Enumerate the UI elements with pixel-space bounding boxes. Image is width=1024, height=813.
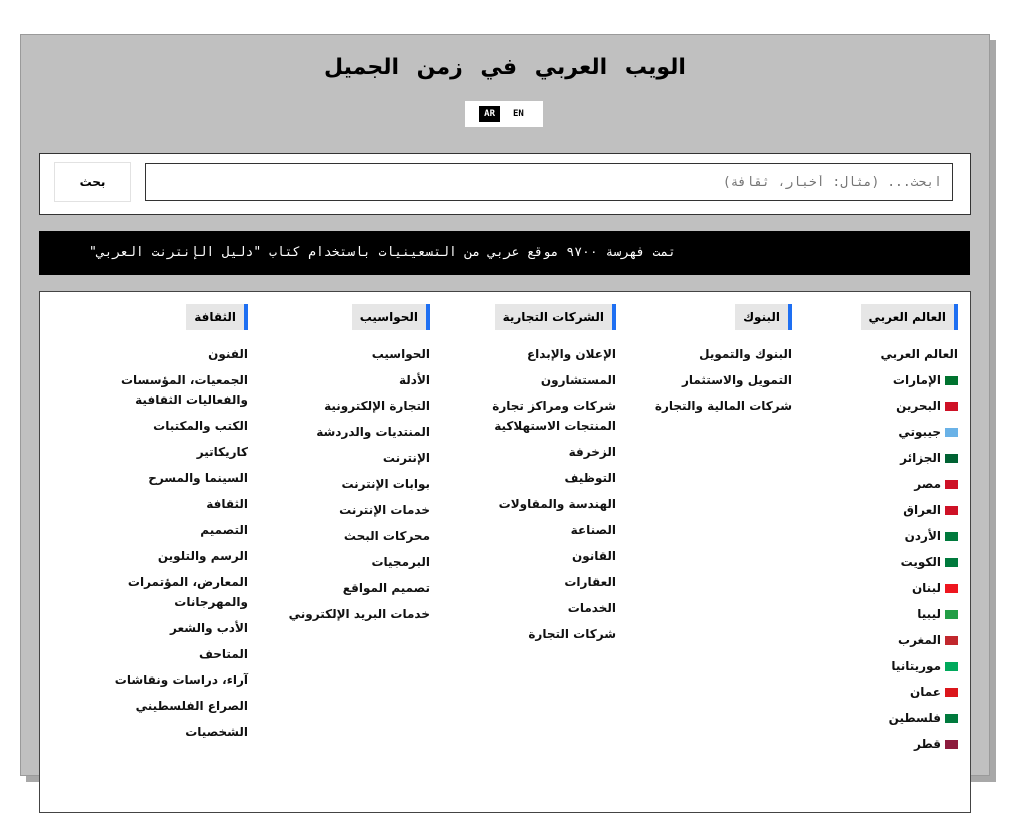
category-link[interactable]: خدمات البريد الإلكتروني [288, 607, 430, 621]
category-link[interactable]: شركات التجارة [528, 627, 616, 641]
category-link-label: جيبوتي [898, 425, 941, 439]
flag-icon [945, 428, 958, 437]
category-link[interactable] [861, 448, 959, 468]
category-link[interactable]: شركات المالية والتجارة [654, 399, 792, 413]
category-link[interactable]: شركات ومراكز تجارة المنتجات الاستهلاكية [492, 399, 616, 433]
category-link-label: ليبيا [917, 607, 941, 621]
category-link[interactable]: الفنون [208, 347, 248, 361]
category-link[interactable] [861, 526, 959, 546]
category-column-computers [289, 304, 430, 630]
category-link[interactable]: الأدلة [399, 373, 430, 387]
category-link[interactable]: التمويل والاستثمار [681, 373, 792, 387]
category-link[interactable]: المعارض، المؤتمرات والمهرجانات [127, 575, 248, 609]
search-button[interactable]: بحث [54, 162, 131, 202]
category-link-label: الإمارات [892, 373, 941, 387]
category-link[interactable]: التجارة الإلكترونية [324, 399, 430, 413]
category-directory [39, 291, 971, 813]
category-column-banks [655, 304, 792, 422]
category-link[interactable]: الإعلان والإبداع [526, 347, 616, 361]
category-link-label: الأردن [904, 529, 941, 543]
category-heading-arab-world[interactable]: العالم العربي [861, 304, 959, 330]
category-link[interactable] [861, 630, 959, 650]
category-link[interactable] [861, 604, 959, 624]
category-link[interactable] [861, 578, 959, 598]
category-link[interactable]: العقارات [564, 575, 616, 589]
main-frame [20, 34, 990, 776]
flag-icon [945, 662, 958, 671]
banner-text: تمت فهرسة ٩٧٠٠ موقع عربي من التسعينيات باستخدام كتاب "دليل الإنترنت العربي" [88, 245, 676, 260]
flag-icon [945, 688, 958, 697]
category-link-label: المغرب [898, 633, 941, 647]
category-list-computers [289, 344, 430, 624]
category-link-label: مصر [914, 477, 941, 491]
category-link[interactable]: الحواسيب [371, 347, 430, 361]
category-link[interactable]: الصناعة [570, 523, 616, 537]
flag-icon [945, 402, 958, 411]
page-title: الويب العربي في زمن الجميل [324, 55, 686, 80]
category-link-label: العراق [903, 503, 941, 517]
flag-icon [945, 454, 958, 463]
category-link[interactable] [861, 474, 959, 494]
flag-icon [945, 636, 958, 645]
category-link[interactable]: خدمات الإنترنت [339, 503, 430, 517]
category-link[interactable]: الكتب والمكتبات [153, 419, 248, 433]
category-link-label: فلسطين [888, 711, 941, 725]
category-list-business [446, 344, 616, 644]
category-link[interactable]: التوظيف [564, 471, 616, 485]
category-link-label: البحرين [896, 399, 941, 413]
category-link[interactable]: تصميم المواقع [342, 581, 430, 595]
category-link[interactable]: الجمعيات، المؤسسات والفعاليات الثقافية [120, 373, 248, 407]
category-link[interactable]: كاريكاتير [196, 445, 248, 459]
category-heading-computers[interactable]: الحواسيب [352, 304, 430, 330]
category-list-culture [88, 344, 248, 742]
lang-ar-button[interactable]: AR [479, 106, 500, 122]
search-box [39, 153, 971, 215]
category-link[interactable] [861, 734, 959, 754]
category-link[interactable] [861, 682, 959, 702]
category-link[interactable]: الهندسة والمقاولات [498, 497, 616, 511]
flag-icon [945, 376, 958, 385]
category-link-label: موريتانيا [891, 659, 941, 673]
category-heading-culture[interactable]: الثقافة [186, 304, 248, 330]
category-link[interactable]: البرمجيات [371, 555, 430, 569]
flag-icon [945, 714, 958, 723]
category-link[interactable]: الثقافة [206, 497, 248, 511]
category-list-arab-world [861, 344, 959, 754]
category-link-label: العالم العربي [880, 347, 958, 361]
language-switcher [465, 101, 543, 127]
category-link[interactable]: المستشارون [540, 373, 616, 387]
flag-icon [945, 558, 958, 567]
category-link[interactable] [861, 344, 959, 364]
category-link[interactable] [861, 708, 959, 728]
category-link[interactable] [861, 396, 959, 416]
category-column-culture [88, 304, 248, 748]
category-link[interactable]: الإنترنت [382, 451, 430, 465]
category-list-banks [655, 344, 792, 416]
category-link[interactable]: السينما والمسرح [148, 471, 248, 485]
category-link[interactable]: آراء، دراسات ونقاشات [114, 673, 248, 687]
category-column-business [446, 304, 616, 650]
category-link[interactable]: الصراع الفلسطيني [135, 699, 248, 713]
category-link[interactable]: الأدب والشعر [170, 621, 248, 635]
category-link[interactable]: البنوك والتمويل [699, 347, 792, 361]
category-column-arab-world [861, 304, 959, 760]
category-link[interactable] [861, 370, 959, 390]
flag-icon [945, 532, 958, 541]
category-link[interactable]: الخدمات [567, 601, 616, 615]
lang-en-button[interactable]: EN [508, 106, 529, 122]
category-link-label: الجزائر [900, 451, 941, 465]
category-link[interactable] [861, 552, 959, 572]
category-link[interactable]: القانون [571, 549, 616, 563]
flag-icon [945, 480, 958, 489]
category-link-label: لبنان [911, 581, 941, 595]
flag-icon [945, 740, 958, 749]
category-link[interactable]: الشخصيات [185, 725, 248, 739]
category-link[interactable]: المنتديات والدردشة [316, 425, 430, 439]
category-link-label: عمان [910, 685, 941, 699]
category-link[interactable]: الزخرفة [568, 445, 616, 459]
info-banner [39, 231, 970, 275]
search-input[interactable] [145, 163, 953, 201]
category-link[interactable] [861, 656, 959, 676]
category-heading-business[interactable]: الشركات التجارية [495, 304, 616, 330]
category-link-label: الكويت [900, 555, 941, 569]
category-link[interactable]: التصميم [200, 523, 248, 537]
category-link[interactable]: المتاحف [198, 647, 248, 661]
category-link[interactable] [861, 422, 959, 442]
flag-icon [945, 506, 958, 515]
category-link[interactable] [861, 500, 959, 520]
flag-icon [945, 610, 958, 619]
category-link-label: قطر [913, 737, 941, 751]
category-link[interactable]: بوابات الإنترنت [341, 477, 430, 491]
flag-icon [945, 584, 958, 593]
category-link[interactable]: محركات البحث [343, 529, 430, 543]
category-heading-banks[interactable]: البنوك [735, 304, 792, 330]
category-link[interactable]: الرسم والتلوين [157, 549, 248, 563]
